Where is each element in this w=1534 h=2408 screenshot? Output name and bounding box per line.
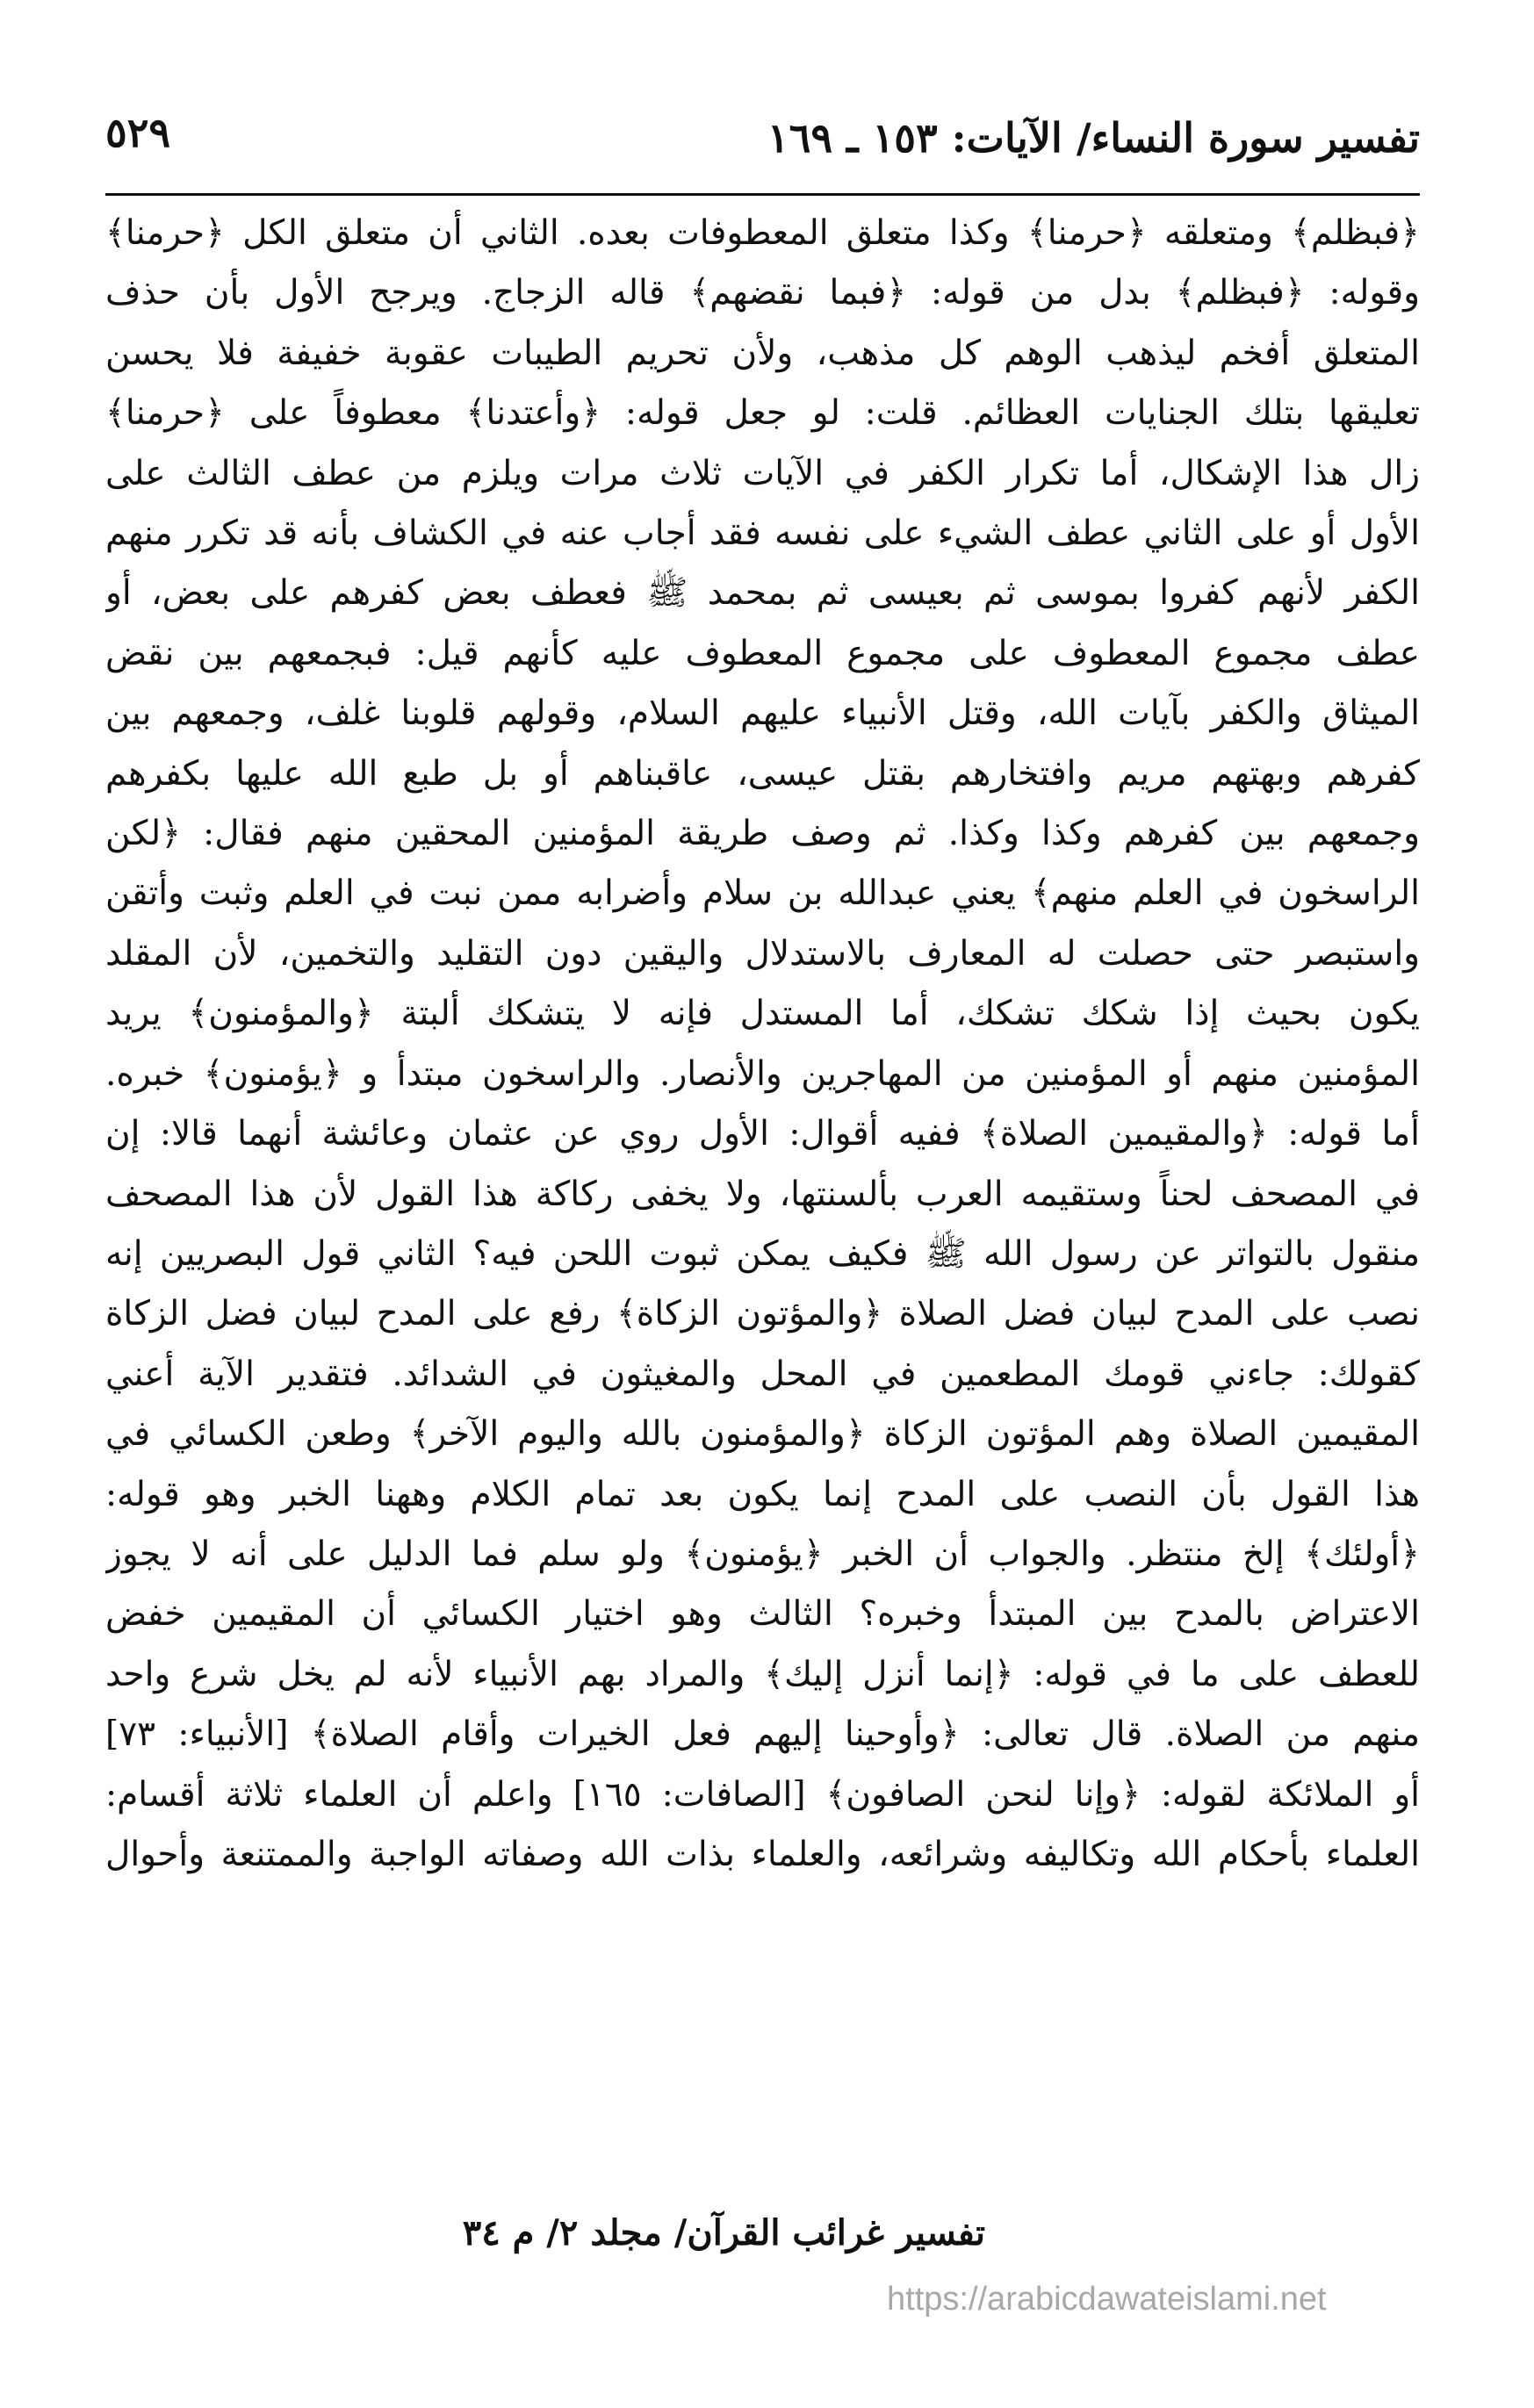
watermark-url: https://arabicdawateislami.net	[887, 2281, 1327, 2318]
text-line: تعليقها بتلك الجنايات العظائم. قلت: لو جعل قوله: ﴿وأعتدنا﴾ معطوفاً على ﴿حرمنا﴾	[105, 393, 1420, 434]
text-line: الراسخون في العلم منهم﴾ يعني عبدالله بن سلام وأضرابه ممن نبت في العلم وثبت وأتقن	[105, 873, 1420, 914]
text-line: ﴿فبظلم﴾ ومتعلقه ﴿حرمنا﴾ وكذا متعلق المعطوفات بعده. الثاني أن متعلق الكل ﴿حرمنا﴾	[105, 213, 1420, 253]
text-line: العلماء بأحكام الله وتكاليفه وشرائعه، والعلماء بذات الله وصفاته الواجبة والممتنعة وأحوال	[105, 1834, 1420, 1874]
running-header	[105, 97, 1420, 196]
text-line: أو الملائكة لقوله: ﴿وإنا لنحن الصافون﴾ [الصافات: ١٦٥] واعلم أن العلماء ثلاثة أقسام:	[105, 1774, 1420, 1815]
text-line: وجمعهم بين كفرهم وكذا وكذا. ثم وصف طريقة المؤمنين المحقين منهم فقال: ﴿لكن	[105, 814, 1420, 854]
text-line: كقولك: جاءني قومك المطعمين في المحل والمغيثون في الشدائد. فتقدير الآية أعني	[105, 1354, 1420, 1394]
text-line: المتعلق أفخم ليذهب الوهم كل مذهب، ولأن تحريم الطيبات عقوبة خفيفة فلا يحسن	[105, 333, 1420, 373]
text-line: عطف مجموع المعطوف على مجموع المعطوف عليه كأنهم قيل: فبجمعهم بين نقض	[105, 633, 1420, 673]
text-line: زال هذا الإشكال، أما تكرار الكفر في الآيات ثلاث مرات ويلزم من عطف الثالث على	[105, 453, 1420, 493]
text-line: الاعتراض بالمدح بين المبتدأ وخبره؟ الثالث وهو اختيار الكسائي أن المقيمين خفض	[105, 1594, 1420, 1635]
text-line: نصب على المدح لبيان فضل الصلاة ﴿والمؤتون الزكاة﴾ رفع على المدح لبيان فضل الزكاة	[105, 1294, 1420, 1334]
text-line: في المصحف لحناً وستقيمه العرب بألسنتها، ولا يخفى ركاكة هذا القول لأن هذا المصحف	[105, 1174, 1420, 1214]
running-title: تفسير سورة النساء/ الآيات: ١٥٣ ـ ١٦٩	[767, 114, 1420, 162]
text-line: وقوله: ﴿فبظلم﴾ بدل من قوله: ﴿فبما نقضهم﴾ قاله الزجاج. ويرجح الأول بأن حذف	[105, 273, 1420, 313]
text-line: للعطف على ما في قوله: ﴿إنما أنزل إليك﴾ والمراد بهم الأنبياء لأنه لم يخل شرع واحد	[105, 1654, 1420, 1694]
page-number: ٥٢٩	[105, 109, 171, 156]
text-line: المؤمنين منهم أو المؤمنين من المهاجرين والأنصار. والراسخون مبتدأ و ﴿يؤمنون﴾ خبره.	[105, 1053, 1420, 1094]
text-line: أما قوله: ﴿والمقيمين الصلاة﴾ ففيه أقوال: الأول روي عن عثمان وعائشة أنهما قالا: إن	[105, 1114, 1420, 1154]
text-line: ﴿أولئك﴾ إلخ منتظر. والجواب أن الخبر ﴿يؤمنون﴾ ولو سلم فما الدليل على أنه لا يجوز	[105, 1534, 1420, 1574]
text-line: يكون بحيث إذا شكك تشكك، أما المستدل فإنه لا يتشكك ألبتة ﴿والمؤمنون﴾ يريد	[105, 994, 1420, 1034]
text-line: منهم من الصلاة. قال تعالى: ﴿وأوحينا إليهم فعل الخيرات وأقام الصلاة﴾ [الأنبياء: ٧٣]	[105, 1714, 1420, 1755]
text-line: المقيمين الصلاة وهم المؤتون الزكاة ﴿والمؤمنون بالله واليوم الآخر﴾ وطعن الكسائي في	[105, 1414, 1420, 1455]
text-line: كفرهم وبهتهم مريم وافتخارهم بقتل عيسى، عاقبناهم أو بل طبع الله عليها بكفرهم	[105, 753, 1420, 794]
text-line: هذا القول بأن النصب على المدح إنما يكون بعد تمام الكلام وههنا الخبر وهو قوله:	[105, 1474, 1420, 1514]
body-text	[105, 204, 1420, 1885]
text-line: واستبصر حتى حصلت له المعارف بالاستدلال واليقين دون التقليد والتخمين، لأن المقلد	[105, 933, 1420, 974]
footer-signature: تفسير غرائب القرآن/ مجلد ٢/ م ٣٤	[462, 2212, 985, 2253]
text-line: الأول أو على الثاني عطف الشيء على نفسه فقد أجاب عنه في الكشاف بأنه قد تكرر منهم	[105, 514, 1420, 554]
text-line: منقول بالتواتر عن رسول الله ﷺ فكيف يمكن ثبوت اللحن فيه؟ الثاني قول البصريين إنه	[105, 1233, 1420, 1274]
text-line: الميثاق والكفر بآيات الله، وقتل الأنبياء عليهم السلام، وقولهم قلوبنا غلف، وجمعهم بين	[105, 694, 1420, 734]
text-line: الكفر لأنهم كفروا بموسى ثم بعيسى ثم بمحمد ﷺ فعطف بعض كفرهم على بعض، أو	[105, 573, 1420, 614]
